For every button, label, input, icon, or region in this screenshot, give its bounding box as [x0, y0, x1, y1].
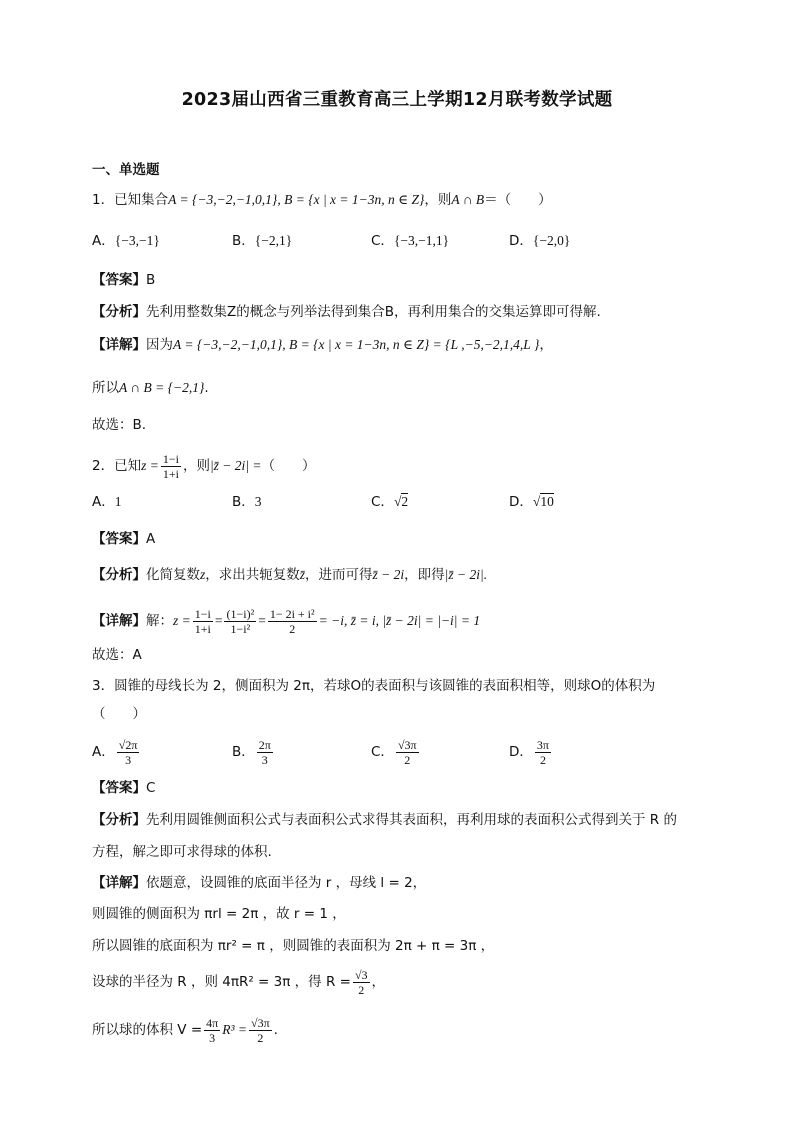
q2-fraction: $\frac{1-i}{1+i}$ [162, 452, 179, 481]
q3-option-d: D． $\frac{3\pi}{2}$ [509, 738, 549, 767]
q2-option-a: A．1 [92, 494, 122, 510]
page-title: 2023届山西省三重教育高三上学期12月联考数学试题 [181, 90, 613, 110]
q1-set-b: B = {x | x = 1−3n, n ∈ Z} [284, 192, 425, 207]
q1-set-a: A = {−3,−2,−1,0,1}, [168, 192, 285, 207]
q1-detail: 【详解】因为A = {−3,−2,−1,0,1}, B = {x | x = 1−3n, n ∈ Z} = {L ,−5,−2,1,4,L }， [92, 337, 553, 353]
q3-detail-line-4: 设球的半径为 R ，则 4πR² = 3π ，得 R = $\frac{√3}{2}$ ， [92, 968, 386, 997]
q1-option-c: C．{−3,−1,1} [371, 233, 450, 249]
q3-answer: 【答案】C [92, 780, 156, 796]
q1-option-a: A．{−3,−1} [92, 233, 160, 249]
q1-option-b: B．{−2,1} [232, 233, 293, 249]
q1-answer: 【答案】B [92, 272, 156, 288]
question-3-options [92, 738, 712, 778]
q1-analysis: 【分析】先利用整数集Z的概念与列举法得到集合B，再利用集合的交集运算即可得解. [92, 304, 601, 320]
q3-analysis-line-2: 方程，解之即可求得球的体积. [92, 844, 272, 860]
q3-detail-line-5: 所以球的体积 V = $\frac{4\pi}{3}$ R³ = $\frac{√3\pi}{2}$ . [92, 1016, 278, 1045]
q2-detail: 【详解】解：z = $\frac{1-i}{1+i}$ = $\frac{\text{(1−i)²}}{\text{1−i²}}$ = $\frac{\text{1− 2i + i²}}{2}$ = −i, z̄ = i, |z̄ − 2i| = |−i| = 1 [92, 607, 481, 636]
q3-detail-line-2: 则圆锥的侧面积为 πrl = 2π ，故 r = 1 ， [92, 906, 346, 922]
question-3-stem: 3．圆锥的母线长为 2，侧面积为 2π，若球O的表面积与该圆锥的表面积相等，则球O的体积为 [92, 678, 656, 694]
q2-option-c: C．√2 [371, 494, 409, 510]
q3-detail-line-3: 所以圆锥的底面积为 πr² = π ，则圆锥的表面积为 2π + π = 3π ， [92, 938, 495, 954]
q3-option-b: B． $\frac{2\pi}{3}$ [232, 738, 271, 767]
q2-answer: 【答案】A [92, 531, 156, 547]
q2-option-b: B．3 [232, 494, 262, 510]
q3-analysis-line-1: 【分析】先利用圆锥侧面积公式与表面积公式求得其表面积，再利用球的表面积公式得到关于 R 的 [92, 812, 677, 828]
q1-choose: 故选：B. [92, 417, 147, 433]
q3-option-c: C． $\frac{√3\pi}{2}$ [371, 738, 417, 767]
q2-analysis: 【分析】化简复数z，求出共轭复数z̄，进而可得z̄ − 2i，即得|z̄ − 2i|. [92, 567, 488, 583]
q3-detail-line-1: 【详解】依题意，设圆锥的底面半径为 r ，母线 l = 2， [92, 875, 427, 891]
q2-choose: 故选：A [92, 647, 142, 663]
q1-option-d: D．{−2,0} [509, 233, 571, 249]
section-heading: 一、单选题 [92, 162, 160, 178]
q2-option-d: D．√10 [509, 494, 554, 510]
question-1-stem: 1．已知集合A = {−3,−2,−1,0,1}, B = {x | x = 1−3n, n ∈ Z}，则A ∩ B＝（ ） [92, 192, 552, 208]
question-3-blank: （ ） [92, 706, 146, 722]
q3-option-a: A． $\frac{√2\pi}{3}$ [92, 738, 138, 767]
question-2-stem: 2．已知z = $\frac{1-i}{1+i}$ ，则|z̄ − 2i| =（ ） [92, 452, 316, 481]
q1-conclusion: 所以A ∩ B = {−2,1}. [92, 380, 209, 396]
